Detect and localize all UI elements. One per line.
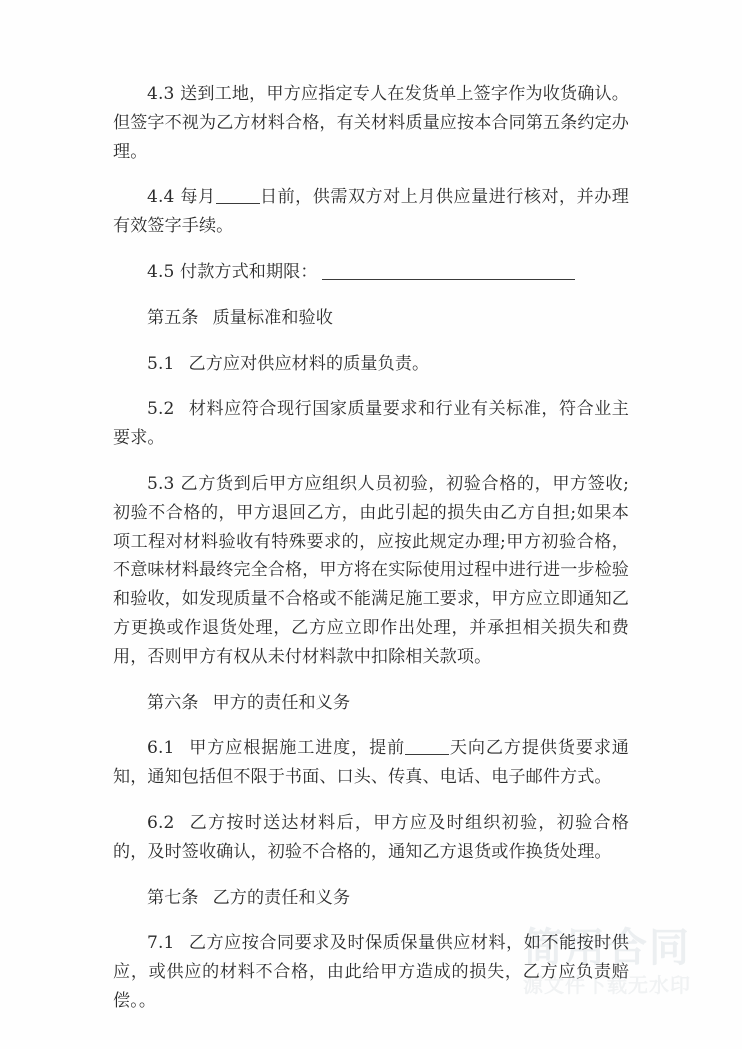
blank-field-advance-days[interactable] — [405, 740, 449, 755]
clause-6-1-text-before: 甲方应根据施工进度，提前 — [188, 738, 406, 759]
clause-5-1 — [113, 350, 629, 379]
blank-field-payment-terms[interactable] — [322, 265, 575, 280]
clause-5-1-text: 乙方应对供应材料的质量负责。 — [188, 353, 430, 374]
clause-6-1 — [113, 734, 629, 792]
clause-5-3: 5.3 乙方货到后甲方应组织人员初验，初验合格的，甲方签收;初验不合格的，甲方退回乙方，由此引起的损失由乙方自担;如果本项工程对材料验收有特殊要求的，应按此规定办理;甲方初验合格，不意味材料最终完全合格，甲方将在实际使用过程中进行进一步检验和验收，如发现质量不合格或不能满足施工要求，甲方应立即通知乙方更换或作退货处理，乙方应立即作出处理，并承担相关损失和费用，否则甲方有权从未付材料款中扣除相关款项。 — [113, 473, 629, 667]
clause-4-4-text-before: 4.4 每月 — [147, 187, 216, 208]
clause-5-2 — [113, 395, 629, 453]
clause-4-3: 4.3 送到工地，甲方应指定专人在发货单上签字作为收货确认。但签字不视为乙方材料合格，有关材料质量应按本合同第五条约定办理。 — [113, 84, 629, 162]
section-heading-7 — [113, 884, 629, 913]
section-5-title: 质量标准和验收 — [212, 307, 333, 328]
clause-5-1-number: 5.1 — [147, 353, 175, 374]
watermark-brand-text: 简用合同 — [523, 925, 691, 971]
clause-4-5-label: 4.5 付款方式和期限： — [147, 261, 318, 282]
section-heading-6 — [113, 689, 629, 718]
clause-5-2-number: 5.2 — [147, 399, 175, 420]
clause-6-2-number: 6.2 — [147, 812, 175, 833]
section-6-number: 第六条 — [147, 692, 199, 713]
blank-field-monthly-day[interactable] — [216, 189, 260, 204]
clause-4-4 — [113, 183, 629, 241]
section-7-number: 第七条 — [147, 887, 199, 908]
clause-6-2 — [113, 809, 629, 867]
section-5-number: 第五条 — [147, 307, 199, 328]
document-body — [113, 80, 629, 1016]
section-6-title: 甲方的责任和义务 — [212, 692, 351, 713]
clause-4-5 — [113, 258, 629, 287]
watermark-subtitle-text: 源文件下载无水印 — [523, 973, 691, 997]
clause-5-2-text: 材料应符合现行国家质量要求和行业有关标准，符合业主要求。 — [113, 399, 629, 449]
clause-6-1-text-after: 天向乙方提供货要求通知，通知包括但不限于书面、口头、传真、电话、电子邮件方式。 — [113, 738, 630, 788]
section-heading-5 — [113, 304, 629, 333]
clause-4-4-text-after: 日前，供需双方对上月供应量进行核对，并办理有效签字手续。 — [113, 187, 630, 237]
clause-7-1 — [113, 929, 629, 1015]
clause-6-2-text: 乙方按时送达材料后，甲方应及时组织初验，初验合格的，及时签收确认，初验不合格的，通知乙方退货或作换货处理。 — [113, 812, 629, 862]
clause-7-1-text: 乙方应按合同要求及时保质保量供应材料，如不能按时供应，或供应的材料不合格，由此给甲方造成的损失，乙方应负责赔偿。。 — [113, 933, 629, 1011]
clause-7-1-number: 7.1 — [147, 933, 175, 954]
clause-6-1-number: 6.1 — [147, 738, 175, 759]
section-7-title: 乙方的责任和义务 — [212, 887, 351, 908]
